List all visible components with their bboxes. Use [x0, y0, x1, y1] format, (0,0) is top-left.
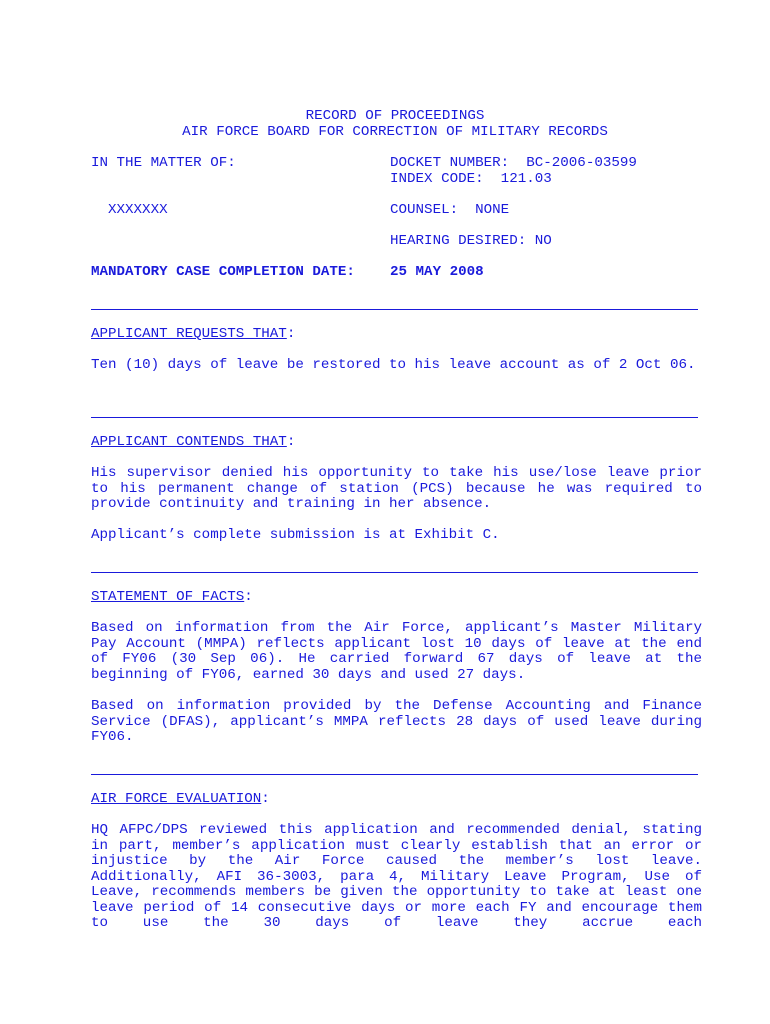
section-heading-contends [91, 435, 295, 451]
contends-paragraph-2: Applicant’s complete submission is at Exhibit C. [91, 527, 500, 543]
section-heading-facts [91, 590, 253, 606]
counsel: COUNSEL: NONE [390, 202, 510, 218]
facts-paragraph-1: Based on information from the Air Force, applicant’s Master Military Pay Account (MMPA) reflects applicant lost 10 days of leave at the end of FY06 (30 Sep 06). He carried forward 67 days of leave at the beginning of FY06, earned 30 days and used 27 days. [91, 620, 702, 683]
section-divider [91, 417, 698, 418]
section-heading-requests [91, 327, 295, 343]
applicant-name: XXXXXXX [108, 202, 168, 218]
heading-text: APPLICANT REQUESTS THAT [91, 326, 287, 342]
docket-number: DOCKET NUMBER: BC-2006-03599 [390, 155, 637, 171]
heading-colon: : [286, 434, 296, 450]
heading-colon: : [244, 589, 253, 605]
heading-colon: : [286, 326, 296, 342]
index-code: INDEX CODE: 121.03 [390, 171, 552, 187]
heading-text: STATEMENT OF FACTS [91, 589, 245, 605]
requests-paragraph: Ten (10) days of leave be restored to his leave account as of 2 Oct 06. [91, 357, 696, 373]
matter-label: IN THE MATTER OF: [91, 155, 236, 171]
heading-text: APPLICANT CONTENDS THAT [91, 434, 287, 450]
heading-colon: : [261, 791, 270, 807]
hearing-desired: HEARING DESIRED: NO [390, 233, 552, 249]
section-divider [91, 572, 698, 573]
doc-title-1: RECORD OF PROCEEDINGS [305, 108, 485, 124]
section-divider [91, 774, 698, 775]
heading-text: AIR FORCE EVALUATION [91, 791, 262, 807]
evaluation-paragraph-1: HQ AFPC/DPS reviewed this application and recommended denial, stating in part, member’s application must clearly establish that an error or injustice by the Air Force caused the member’s lost leave. Additionally, AFI 36-3003, para 4, Military Leave Program, Use of Leave, recommends members be given the opportunity to take at least one leave period of 14 consecutive days or more each FY and encourage them to use the 30 days of leave they accrue each [91, 822, 702, 931]
section-heading-evaluation [91, 792, 270, 808]
section-divider [91, 309, 698, 310]
contends-paragraph-1: His supervisor denied his opportunity to take his use/lose leave prior to his permanent change of station (PCS) because he was required to provide continuity and training in her absence. [91, 465, 702, 512]
mandatory-date: 25 MAY 2008 [390, 264, 484, 280]
facts-paragraph-2: Based on information provided by the Defense Accounting and Finance Service (DFAS), applicant’s MMPA reflects 28 days of used leave during FY06. [91, 698, 702, 745]
doc-title-2: AIR FORCE BOARD FOR CORRECTION OF MILITARY RECORDS [182, 124, 608, 140]
mandatory-date-label: MANDATORY CASE COMPLETION DATE: [91, 264, 355, 280]
